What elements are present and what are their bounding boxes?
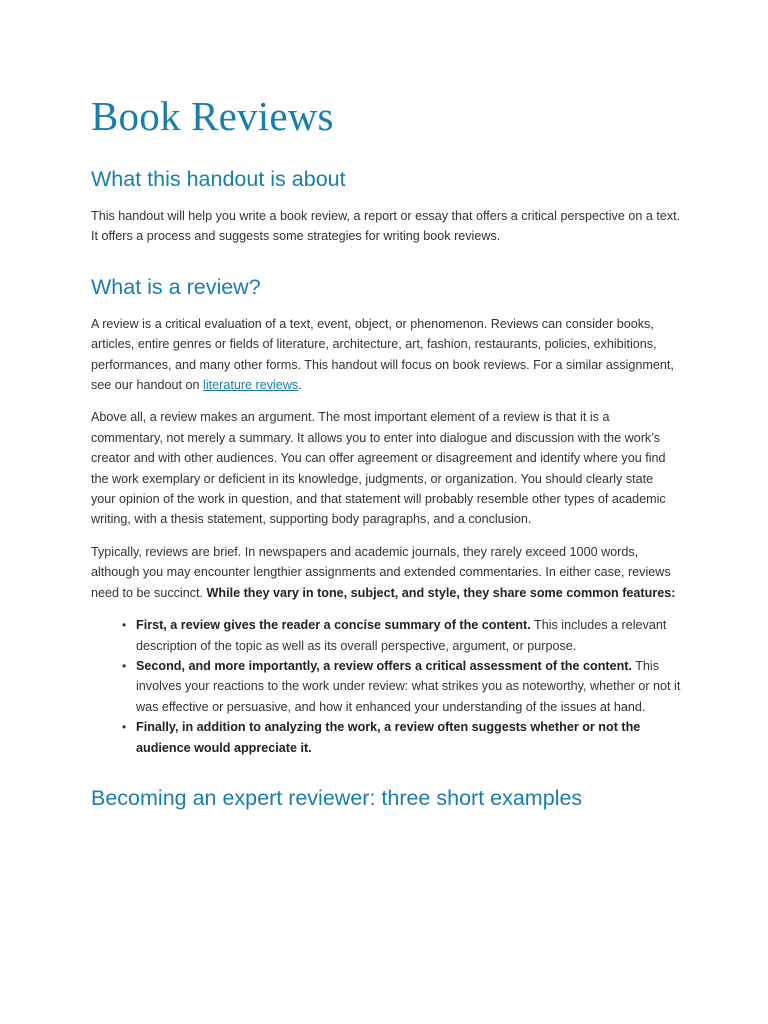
review-paragraph-3 [91, 542, 681, 603]
review-paragraph-1-end: . [298, 378, 302, 393]
about-paragraph: This handout will help you write a book review, a report or essay that offers a critical perspective on a text. It offers a process and suggests some strategies for writing book reviews. [91, 209, 681, 244]
feature-1-bold: First, a review gives the reader a concise summary of the content. [136, 618, 531, 633]
review-paragraph-1-text: A review is a critical evaluation of a text, event, object, or phenomenon. Reviews can consider books, articles, entire genres or fields of literature, architecture, art, fashion, restaurants, policies, exhibitions, performances, and many other forms. This handout will focus on book reviews. For a similar assignment, see our handout on [91, 316, 674, 393]
literature-reviews-link[interactable]: literature reviews [203, 378, 299, 393]
list-item [122, 717, 681, 758]
features-list [91, 615, 681, 758]
feature-2-bold: Second, and more importantly, a review offers a critical assessment of the content. [136, 658, 632, 673]
feature-1-text: This includes a relevant description of the topic as well as its overall perspective, argument, or purpose. [136, 618, 667, 653]
section-heading-review: What is a review? [91, 274, 261, 299]
page-title: Book Reviews [91, 93, 334, 139]
document-page [91, 88, 681, 825]
bullet-icon: • [122, 720, 127, 735]
feature-3-bold: Finally, in addition to analyzing the work, a review often suggests whether or not the audience would appreciate it. [136, 720, 641, 755]
section-heading-expert: Becoming an expert reviewer: three short examples [91, 785, 583, 810]
list-item [122, 615, 681, 656]
review-paragraph-3-text: Typically, reviews are brief. In newspapers and academic journals, they rarely exceed 1000 words, although you may encounter lengthier assignments and extended commentaries. In either case, reviews need to be succinct. [91, 544, 671, 600]
feature-2-text: This involves your reactions to the work under review: what strikes you as noteworthy, whether or not it was effective or persuasive, and how it enhanced your understanding of the issues at hand. [136, 658, 681, 714]
bullet-icon: • [122, 658, 127, 673]
section-heading-about: What this handout is about [91, 167, 346, 191]
review-paragraph-2: Above all, a review makes an argument. The most important element of a review is that it is a commentary, not merely a summary. It allows you to enter into dialogue and discussion with the work’s creator and with other audiences. You can offer agreement or disagreement and identify where you find the work exemplary or deficient in its knowledge, judgments, or organization. You should clearly state your opinion of the work in question, and that statement will probably resemble other types of academic writing, with a thesis statement, supporting body paragraphs, and a conclusion. [91, 410, 666, 527]
review-paragraph-3-bold: While they vary in tone, subject, and style, they share some common features: [206, 585, 676, 600]
review-paragraph-1 [91, 314, 681, 396]
bullet-icon: • [122, 618, 127, 633]
list-item [122, 656, 681, 717]
